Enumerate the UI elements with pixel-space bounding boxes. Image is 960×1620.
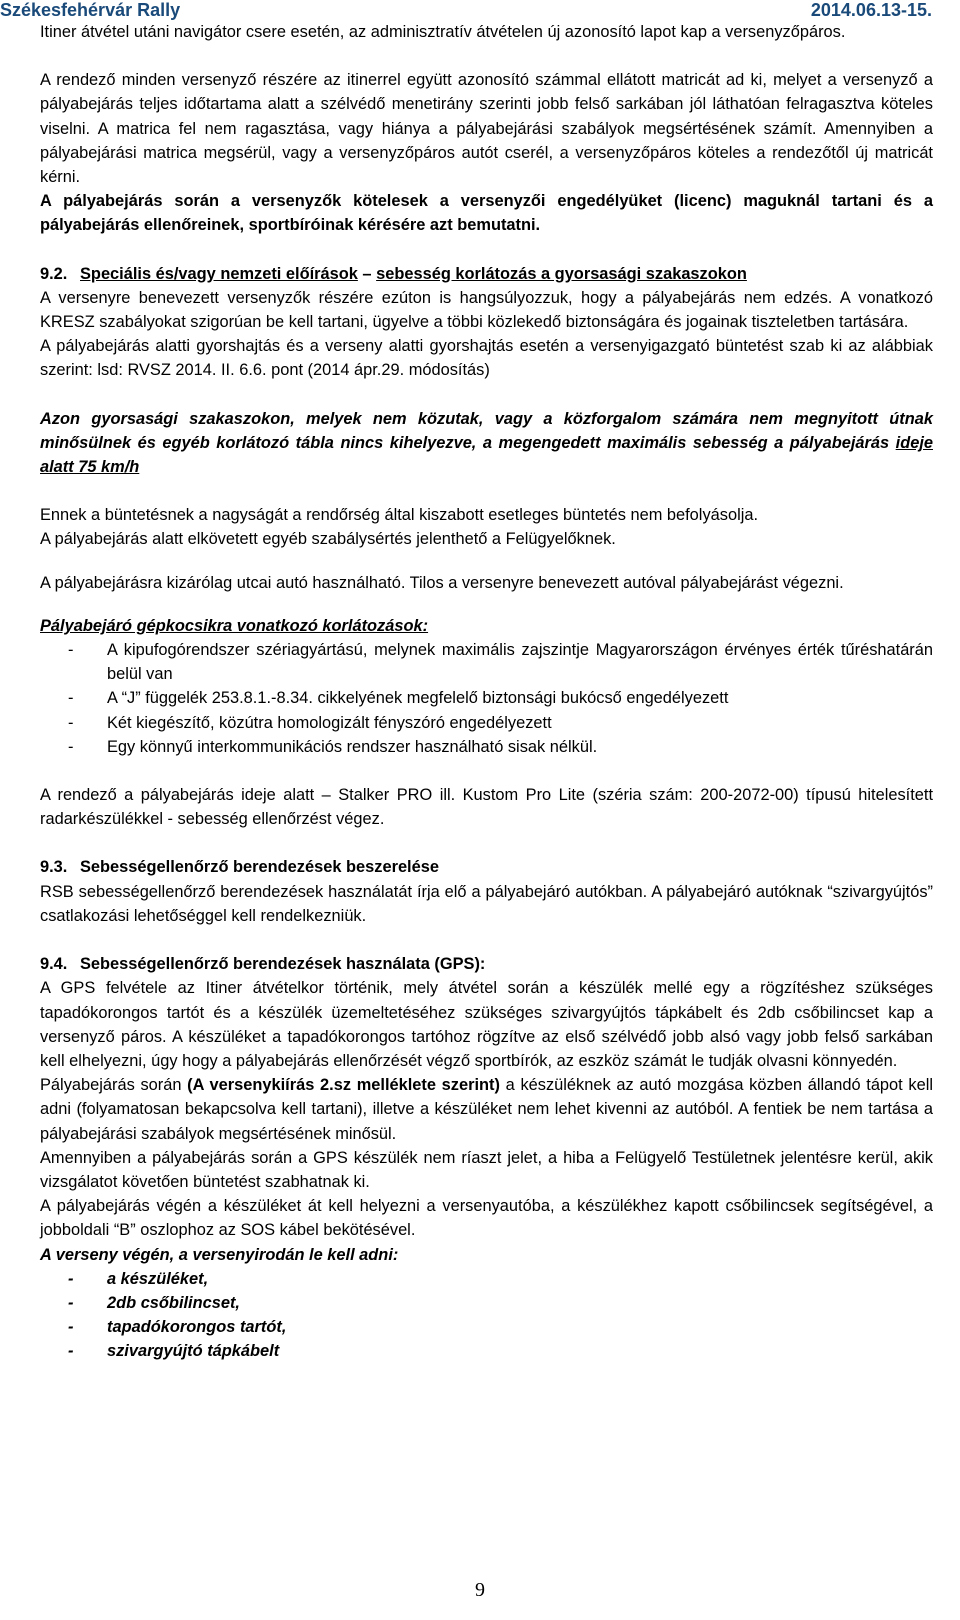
licence-paragraph: A pályabejárás során a versenyzők kötelesek a versenyzői engedélyüket (licenc) maguknál tartani és a pályabejárás ellenőreinek, sportbíróinak kérésére azt bemutatni.	[40, 192, 933, 235]
s92-paragraph-4: Ennek a büntetésnek a nagyságát a rendőrség által kiszabott esetleges büntetés nem befolyásolja.	[40, 506, 759, 525]
intro-paragraph: Itiner átvétel utáni navigátor csere esetén, az adminisztratív átvételen új azonosító lapot kap a versenyzőpáros.	[40, 23, 846, 41]
speed-limit-text: Azon gyorsasági szakaszokon, melyek nem közutak, vagy a közforgalom számára nem megnyitott útnak minősülnek és egyéb korlátozó tábla nincs kihelyezve, a megengedett maximális sebesség a pályabejárás	[40, 409, 933, 452]
list-item: - Egy könnyű interkommunikációs rendszer használható sisak nélkül.	[68, 737, 598, 756]
section-number: 9.3.	[40, 858, 68, 877]
header-event-name: Székesfehérvár Rally	[0, 0, 181, 20]
speed-limit-paragraph	[40, 407, 933, 480]
restrictions-title: Pályabejáró gépkocsikra vonatkozó korlátozások:	[40, 616, 429, 635]
list-item: - 2db csőbilincset,	[68, 1293, 240, 1312]
return-list	[40, 1267, 933, 1364]
section-9-2-heading	[40, 262, 933, 286]
sticker-paragraph: A rendező minden versenyző részére az itinerrel együtt azonosító számmal ellátott matricát ad ki, melyet a versenyző a pályabejárás teljes időtartama alatt a szélvédő menetirány szerinti jobb felső sarkában jól láthatóan felragasztva köteles viselni. A matrica fel nem ragasztása, vagy hiánya a pályabejárási szabályok megsértésének számít. Amennyiben a pályabejárási matrica megsérül, vagy a versenyzőpáros autót cserél, a versenyzőpáros köteles a rendezőtől új matricát kérni.	[40, 71, 933, 187]
section-number: 9.2.	[40, 264, 68, 283]
document-body	[40, 20, 933, 1364]
section-title-b: sebesség korlátozás a gyorsasági szakaszokon	[376, 264, 747, 283]
annex-reference: (A versenykiírás 2.sz melléklete szerint)	[187, 1076, 500, 1095]
list-item: - A “J” függelék 253.8.1.-8.34. cikkelyének megfelelő biztonsági bukócső engedélyezett	[68, 689, 729, 708]
list-item: - a készüléket,	[68, 1269, 209, 1288]
page-header	[0, 0, 960, 22]
list-item: - Két kiegészítő, közútra homologizált fényszóró engedélyezett	[68, 713, 552, 732]
return-title: A verseny végén, a versenyirodán le kell adni:	[40, 1245, 399, 1264]
restrictions-list	[40, 638, 933, 759]
s92-paragraph-2: A pályabejárás alatti gyorshajtás és a verseny alatti gyorshajtás esetén a versenyigazgató büntetést szab ki az alábbiak szerint: lsd: RVSZ 2014. II. 6.6. pont (2014 ápr.29. módosítás)	[40, 337, 933, 380]
s94-paragraph-1: A GPS felvétele az Itiner átvételkor történik, mely átvétel során a készülék mellé egy a rögzítéshez szükséges tapadókorongos tartót és a készülék üzemeltetéséhez szükséges szivargyújtós tápkábelt és 2db csőbilincset kap a versenyző páros. A készüléket a tapadókorongos tartóhoz rögzítve az első szélvédő jobb alsó vagy jobb felső sarkában kell elhelyezni, úgy hogy a pályabejárás ellenőrzését végző sportbírók, az eszköz számát le tudják olvasni könnyedén.	[40, 979, 933, 1070]
s92-paragraph-6: A pályabejárásra kizárólag utcai autó használható. Tilos a versenyre benevezett autóval pályabejárást végezni.	[40, 573, 844, 592]
speed-limit-value: ideje alatt 75 km/h	[40, 433, 933, 477]
section-title: Sebességellenőrző berendezések beszerelése	[80, 858, 439, 877]
list-item: - A kipufogórendszer szériagyártású, melynek maximális zajszintje Magyarországon érvényes érték tűréshatárán belül van	[68, 641, 933, 684]
section-title: Sebességellenőrző berendezések használata (GPS):	[80, 955, 486, 974]
s92-paragraph-5: A pályabejárás alatt elkövetett egyéb szabálysértés jelenthető a Felügyelőknek.	[40, 530, 616, 549]
list-item: - tapadókorongos tartót,	[68, 1318, 287, 1337]
section-9-4-heading	[40, 952, 933, 976]
s92-paragraph-7: A rendező a pályabejárás ideje alatt – Stalker PRO ill. Kustom Pro Lite (széria szám: 200-2072-00) típusú hitelesített radarkészülékkel - sebesség ellenőrzést végez.	[40, 786, 933, 829]
s92-paragraph-1: A versenyre benevezett versenyzők részére ezúton is hangsúlyozzuk, hogy a pályabejárás nem edzés. A vonatkozó KRESZ szabályokat szigorúan be kell tartani, ügyelve a többi közlekedő biztonságára és jogainak tiszteletben tartására.	[40, 288, 933, 332]
page-number: 9	[475, 1579, 485, 1601]
section-9-3-heading	[40, 855, 933, 879]
section-number: 9.4.	[40, 955, 68, 974]
list-item: - szivargyújtó tápkábelt	[68, 1342, 280, 1361]
s93-paragraph-1: RSB sebességellenőrző berendezések használatát írja elő a pályabejáró autókban. A pályabejáró autóknak “szivargyújtós” csatlakozási lehetőséggel kell rendelkezniük.	[40, 882, 933, 925]
s94-paragraph-4: A pályabejárás végén a készüléket át kell helyezni a versenyautóba, a készülékhez kapott csőbilincsek segítségével, a jobboldali “B” oszlophoz az SOS kábel bekötésével.	[40, 1197, 933, 1240]
section-title-a: Speciális és/vagy nemzeti előírások	[80, 264, 358, 283]
s94-paragraph-2: Pályabejárás során (A versenykiírás 2.sz melléklete szerint) a készüléknek az autó mozgása közben állandó tápot kell adni (folyamatosan bekapcsolva kell tartani), illetve a készüléket nem lehet kivenni az autóból. A fentiek be nem tartása a pályabejárási szabályok megsértésének minősül.	[40, 1076, 934, 1143]
s94-paragraph-3: Amennyiben a pályabejárás során a GPS készülék nem ríaszt jelet, a hiba a Felügyelő Testületnek jelentésre kerül, akik vizsgálatot követően büntetést szabhatnak ki.	[40, 1148, 933, 1191]
header-event-date: 2014.06.13-15.	[810, 0, 932, 20]
section-title-dash: –	[357, 264, 377, 283]
